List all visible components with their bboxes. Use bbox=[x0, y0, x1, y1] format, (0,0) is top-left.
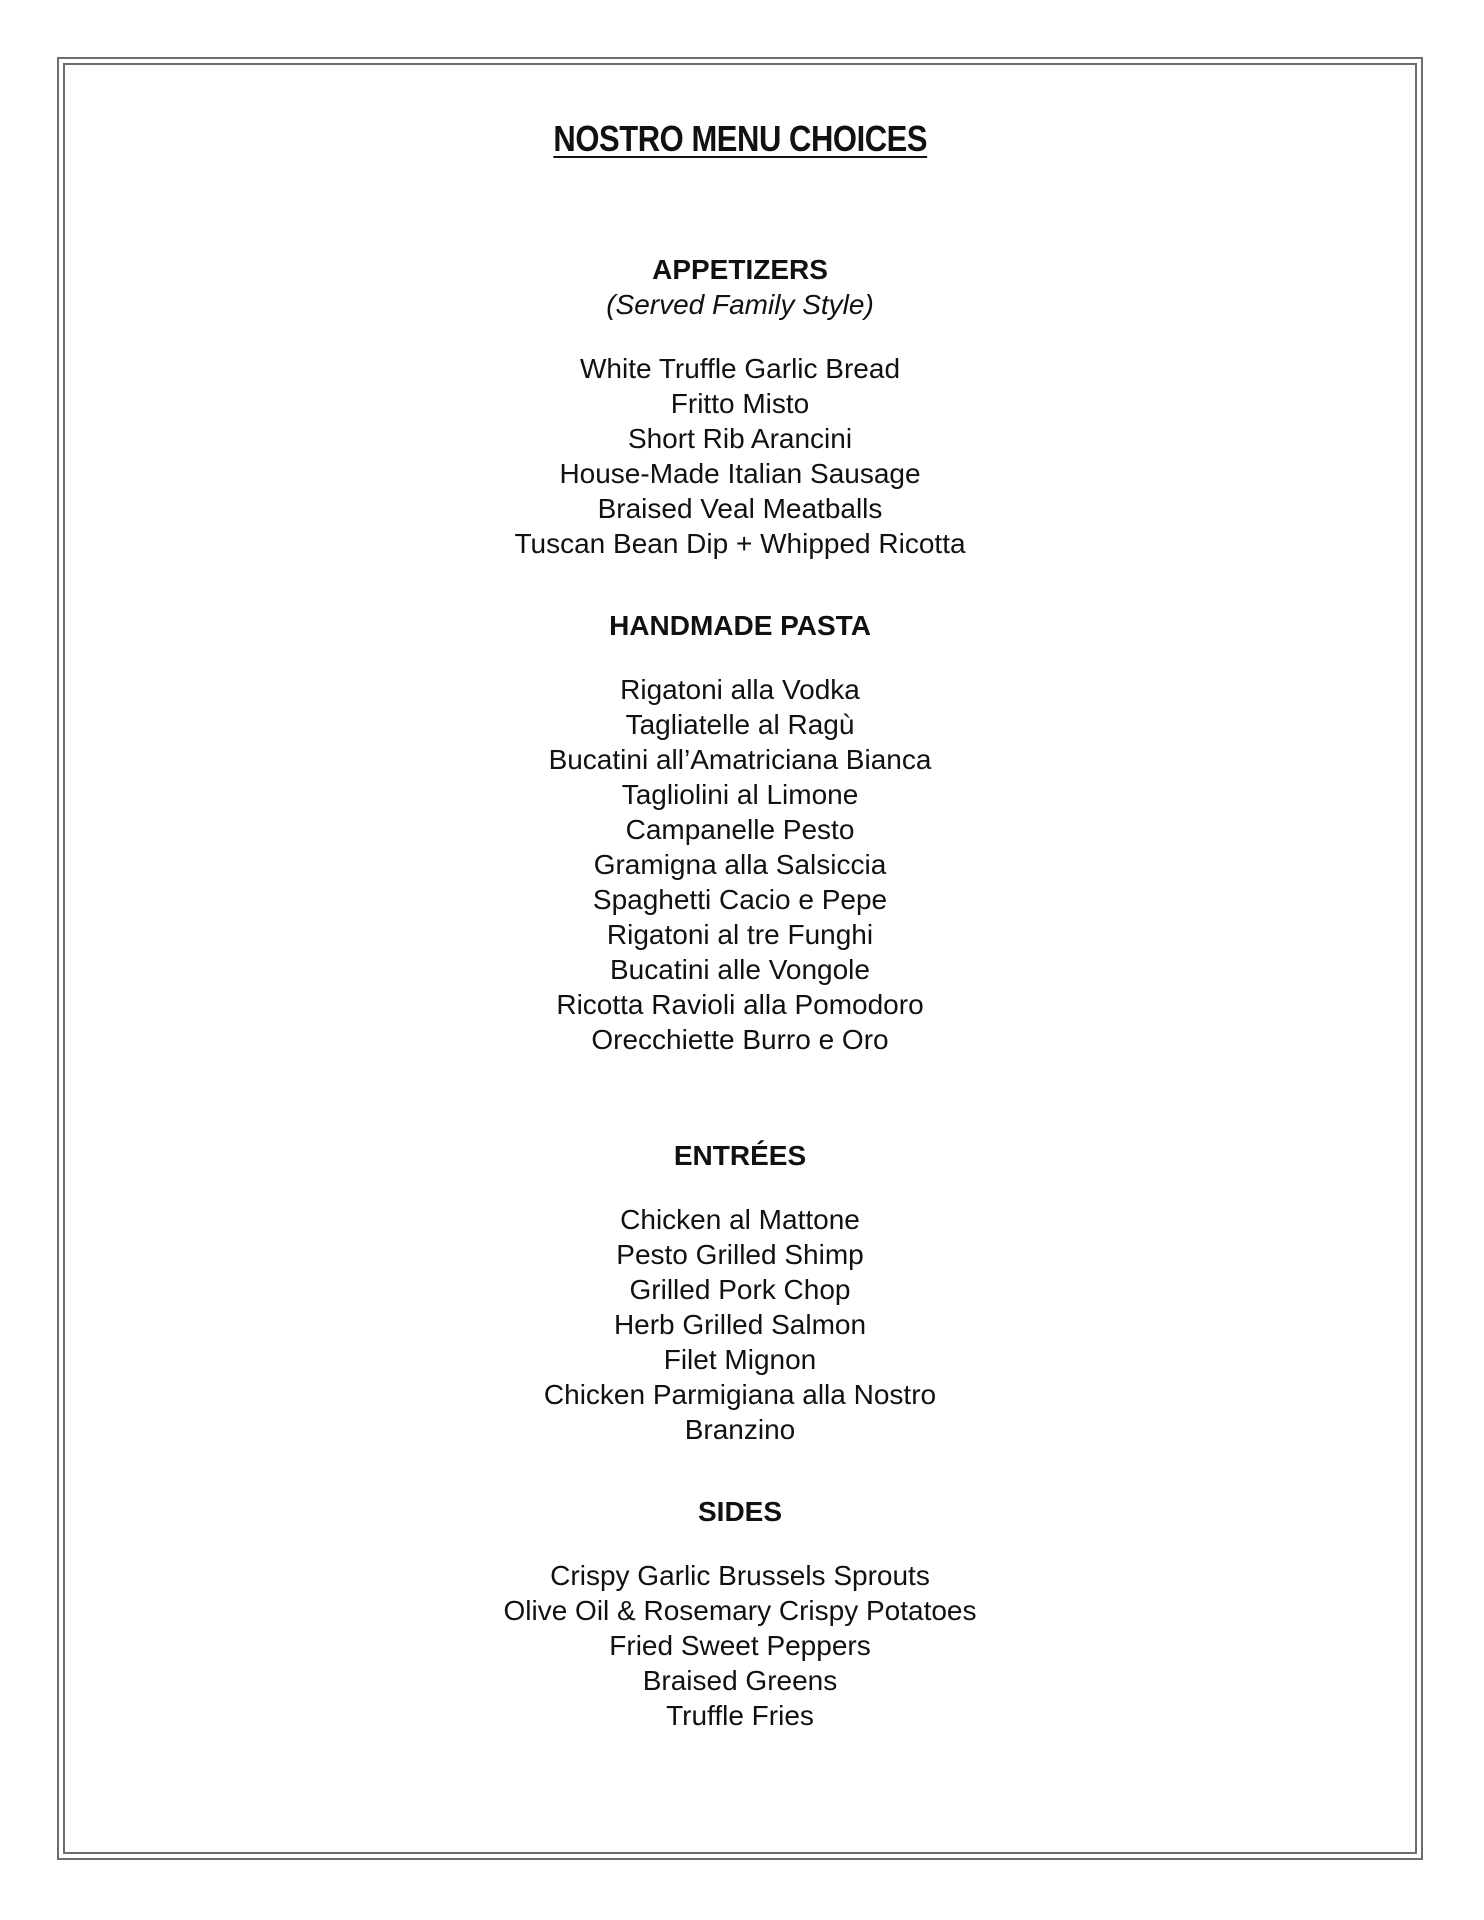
menu-item: Herb Grilled Salmon bbox=[613, 1309, 867, 1340]
item-list-pasta bbox=[63, 672, 1417, 1057]
section-entrees bbox=[63, 1138, 1417, 1447]
section-heading-entrees: ENTRÉES bbox=[673, 1140, 807, 1171]
section-appetizers bbox=[63, 252, 1417, 561]
section-sides bbox=[63, 1494, 1417, 1733]
section-pasta bbox=[63, 608, 1417, 1057]
menu-item: Truffle Fries bbox=[666, 1700, 814, 1731]
menu-item: Branzino bbox=[684, 1414, 796, 1445]
menu-item: Bucatini all’Amatriciana Bianca bbox=[548, 744, 932, 775]
menu-item: Pesto Grilled Shimp bbox=[616, 1239, 864, 1270]
menu-item: Braised Greens bbox=[642, 1665, 838, 1696]
menu-item: Chicken Parmigiana alla Nostro bbox=[543, 1379, 937, 1410]
menu-item: Gramigna alla Salsiccia bbox=[593, 849, 887, 880]
menu-item: Orecchiette Burro e Oro bbox=[591, 1024, 889, 1055]
menu-item: Tagliatelle al Ragù bbox=[625, 709, 855, 740]
menu-item: Braised Veal Meatballs bbox=[597, 493, 883, 524]
menu-item: Filet Mignon bbox=[663, 1344, 817, 1375]
menu-item: Chicken al Mattone bbox=[620, 1204, 860, 1235]
menu-item: House-Made Italian Sausage bbox=[559, 458, 921, 489]
menu-item: Olive Oil & Rosemary Crispy Potatoes bbox=[503, 1595, 977, 1626]
menu-item: Spaghetti Cacio e Pepe bbox=[592, 884, 888, 915]
item-list-appetizers bbox=[63, 351, 1417, 561]
menu-item: Crispy Garlic Brussels Sprouts bbox=[550, 1560, 930, 1591]
menu-item: Grilled Pork Chop bbox=[629, 1274, 851, 1305]
section-note-appetizers: (Served Family Style) bbox=[606, 289, 874, 320]
menu-item: Fried Sweet Peppers bbox=[609, 1630, 871, 1661]
section-heading-pasta: HANDMADE PASTA bbox=[609, 610, 871, 641]
page-title bbox=[63, 117, 1417, 161]
section-heading-sides: SIDES bbox=[697, 1496, 783, 1527]
menu-item: Bucatini alle Vongole bbox=[610, 954, 870, 985]
menu-item: Fritto Misto bbox=[670, 388, 810, 419]
menu-item: Rigatoni alla Vodka bbox=[620, 674, 860, 705]
menu-item: Tagliolini al Limone bbox=[621, 779, 859, 810]
item-list-entrees bbox=[63, 1202, 1417, 1447]
section-heading-appetizers: APPETIZERS bbox=[652, 254, 828, 285]
menu-item: Rigatoni al tre Funghi bbox=[606, 919, 874, 950]
menu-item: Ricotta Ravioli alla Pomodoro bbox=[556, 989, 924, 1020]
page-title-text: NOSTRO MENU CHOICES bbox=[553, 118, 927, 159]
item-list-sides bbox=[63, 1558, 1417, 1733]
menu-item: White Truffle Garlic Bread bbox=[579, 353, 901, 384]
menu-item: Tuscan Bean Dip + Whipped Ricotta bbox=[514, 528, 966, 559]
menu-item: Campanelle Pesto bbox=[625, 814, 855, 845]
menu-item: Short Rib Arancini bbox=[627, 423, 853, 454]
